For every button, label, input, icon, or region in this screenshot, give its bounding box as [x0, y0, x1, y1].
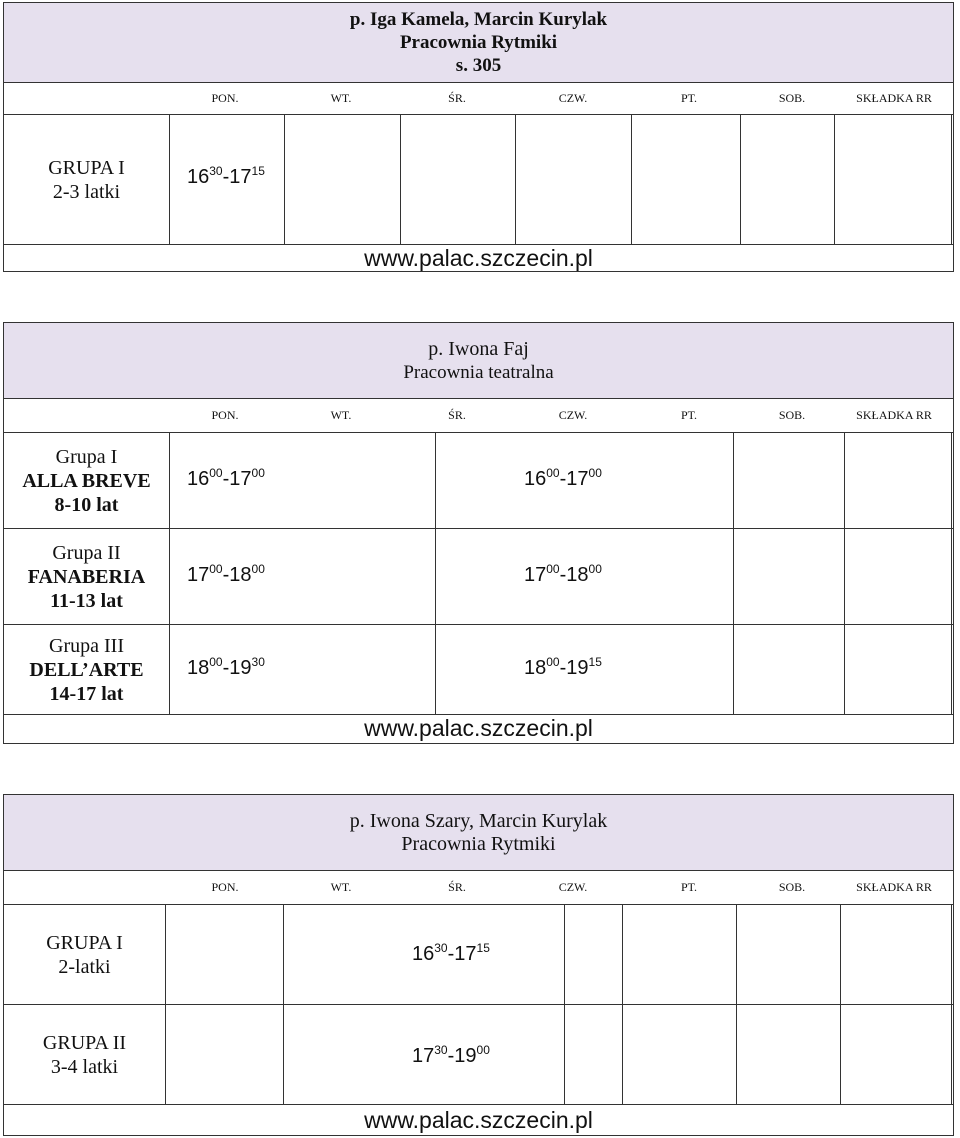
- time-entry: $16^{30}-17^{15}$: [187, 164, 265, 188]
- cell-pon: [166, 1005, 284, 1104]
- cell-skladka: [845, 433, 952, 528]
- cell-czw: [516, 115, 632, 244]
- day-pon: PON.: [211, 91, 239, 105]
- cell-sr: [401, 115, 516, 244]
- group-title: ALLA BREVE: [22, 469, 151, 492]
- cell-pt: [623, 1005, 737, 1104]
- teacher-name: p. Iwona Faj: [428, 337, 529, 360]
- day-pt: PT.: [680, 91, 698, 105]
- group-age: 2-latki: [58, 955, 111, 978]
- table-row: [4, 433, 953, 529]
- group-label: [4, 433, 170, 528]
- day-pt: PT.: [680, 880, 698, 894]
- cell-pt: [632, 115, 741, 244]
- day-wt: WT.: [330, 408, 352, 422]
- day-sr: ŚR.: [448, 91, 466, 105]
- time-entry-pon: $16^{00}-17^{00}$: [187, 466, 265, 490]
- time-entry: $16^{30}-17^{15}$: [412, 941, 490, 965]
- day-sr: ŚR.: [448, 408, 466, 422]
- day-skladka: SKŁADKA RR: [856, 91, 932, 105]
- table-row: [4, 905, 953, 1005]
- schedule-table-rytmiki-kamela: [3, 2, 954, 272]
- group-age: 14-17 lat: [49, 682, 124, 705]
- group-age: 2-3 latki: [52, 180, 121, 203]
- cell-sob: [734, 529, 845, 624]
- table-row: [4, 115, 953, 245]
- day-pon: PON.: [211, 880, 239, 894]
- teacher-name: p. Iwona Szary, Marcin Kurylak: [349, 809, 608, 832]
- group-name: GRUPA II: [42, 1031, 127, 1054]
- cell-sob: [737, 905, 841, 1004]
- cell-skladka: [841, 905, 952, 1004]
- studio-name: Pracownia Rytmiki: [401, 832, 556, 855]
- cell-czw: [565, 905, 623, 1004]
- time-entry-czw: $18^{00}-19^{15}$: [524, 655, 602, 679]
- day-czw: CZW.: [558, 91, 588, 105]
- day-headers: [4, 399, 953, 433]
- cell-pt: [623, 905, 737, 1004]
- day-pt: PT.: [680, 408, 698, 422]
- group-name: Grupa II: [52, 541, 121, 564]
- day-sr: ŚR.: [448, 880, 466, 894]
- day-skladka: SKŁADKA RR: [856, 880, 932, 894]
- schedule-table-rytmiki-szary: [3, 794, 954, 1136]
- time-entry-czw: $17^{00}-18^{00}$: [524, 562, 602, 586]
- day-headers: [4, 871, 953, 905]
- cell-skladka: [841, 1005, 952, 1104]
- day-sob: SOB.: [778, 880, 806, 894]
- website-footer: [4, 1105, 953, 1135]
- day-wt: WT.: [330, 880, 352, 894]
- website-link[interactable]: www.palac.szczecin.pl: [364, 715, 593, 741]
- table-header: [4, 3, 953, 83]
- studio-name: Pracownia teatralna: [403, 361, 554, 383]
- table-row: [4, 625, 953, 715]
- cell-sob: [741, 115, 835, 244]
- group-name: GRUPA I: [46, 931, 123, 954]
- cell-sob: [734, 433, 845, 528]
- day-sob: SOB.: [778, 408, 806, 422]
- website-footer: [4, 715, 953, 742]
- website-footer: [4, 245, 953, 271]
- table-row: [4, 1005, 953, 1105]
- teacher-name: p. Iga Kamela, Marcin Kurylak: [349, 9, 608, 30]
- cell-skladka: [835, 115, 952, 244]
- cell-skladka: [845, 529, 952, 624]
- group-label: [4, 905, 166, 1004]
- cell-sob: [737, 1005, 841, 1104]
- time-entry-czw: $16^{00}-17^{00}$: [524, 466, 602, 490]
- cell-pon: [166, 905, 284, 1004]
- day-wt: WT.: [330, 91, 352, 105]
- spacer: [4, 83, 167, 114]
- day-czw: CZW.: [558, 880, 588, 894]
- day-czw: CZW.: [558, 408, 588, 422]
- group-name: Grupa III: [49, 634, 124, 657]
- group-label: [4, 1005, 166, 1104]
- cell-skladka: [845, 625, 952, 714]
- day-pon: PON.: [211, 408, 239, 422]
- spacer: [4, 399, 167, 432]
- schedule-table-teatralna: [3, 322, 954, 744]
- group-age: 11-13 lat: [50, 589, 123, 612]
- table-header: [4, 795, 953, 871]
- group-title: DELL’ARTE: [29, 658, 144, 681]
- time-entry: $17^{30}-19^{00}$: [412, 1043, 490, 1067]
- group-label: [4, 115, 170, 244]
- time-entry-pon: $17^{00}-18^{00}$: [187, 562, 265, 586]
- table-row: [4, 529, 953, 625]
- day-skladka: SKŁADKA RR: [856, 408, 932, 422]
- group-name: GRUPA I: [48, 156, 125, 179]
- table-header: [4, 323, 953, 399]
- group-title: FANABERIA: [27, 565, 146, 588]
- website-link[interactable]: www.palac.szczecin.pl: [364, 1107, 593, 1133]
- studio-name: Pracownia Rytmiki: [399, 32, 558, 53]
- room-number: s. 305: [455, 55, 502, 76]
- cell-czw: [565, 1005, 623, 1104]
- group-name: Grupa I: [55, 445, 118, 468]
- cell-sob: [734, 625, 845, 714]
- group-age: 3-4 latki: [50, 1055, 119, 1078]
- website-link[interactable]: www.palac.szczecin.pl: [364, 245, 593, 271]
- time-entry-pon: $18^{00}-19^{30}$: [187, 655, 265, 679]
- cell-wt: [285, 115, 401, 244]
- spacer: [4, 871, 167, 904]
- group-label: [4, 625, 170, 714]
- day-headers: [4, 83, 953, 115]
- day-sob: SOB.: [778, 91, 806, 105]
- group-age: 8-10 lat: [54, 493, 119, 516]
- group-label: [4, 529, 170, 624]
